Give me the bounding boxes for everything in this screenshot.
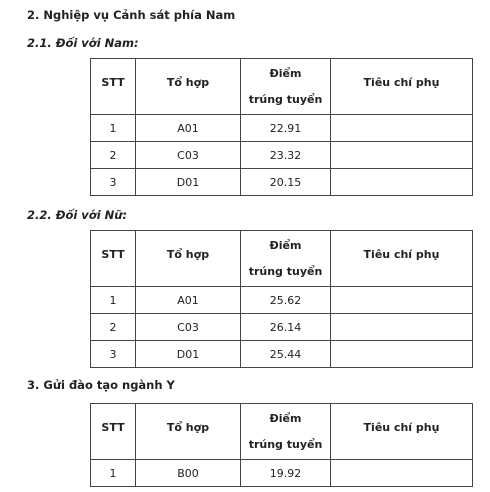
table-row <box>91 341 473 368</box>
subheading-male: 2.1. Đối với Nam: <box>27 36 139 50</box>
cell-combo: A01 <box>136 115 241 142</box>
cell-stt: 1 <box>91 460 136 487</box>
cell-combo: C03 <box>136 314 241 341</box>
table-row <box>91 460 473 487</box>
cell-stt: 1 <box>91 115 136 142</box>
section-heading-police-south: 2. Nghiệp vụ Cảnh sát phía Nam <box>27 8 236 22</box>
cell-stt: 3 <box>91 341 136 368</box>
header-extra: Tiêu chí phụ <box>331 59 473 115</box>
header-score: Điểm trúng tuyển <box>241 404 331 460</box>
table-row <box>91 287 473 314</box>
cell-combo: D01 <box>136 169 241 196</box>
header-score: Điểm trúng tuyển <box>241 59 331 115</box>
cell-stt: 3 <box>91 169 136 196</box>
score-table-male <box>90 58 473 196</box>
cell-extra <box>331 115 473 142</box>
cell-score: 26.14 <box>241 314 331 341</box>
cell-extra <box>331 287 473 314</box>
cell-combo: C03 <box>136 142 241 169</box>
table-row <box>91 314 473 341</box>
header-extra: Tiêu chí phụ <box>331 404 473 460</box>
table-row <box>91 169 473 196</box>
cell-extra <box>331 341 473 368</box>
header-extra: Tiêu chí phụ <box>331 231 473 287</box>
score-table-female <box>90 230 473 368</box>
header-stt: STT <box>91 59 136 115</box>
cell-combo: A01 <box>136 287 241 314</box>
header-score: Điểm trúng tuyển <box>241 231 331 287</box>
table-header-row <box>91 231 473 287</box>
cell-extra <box>331 142 473 169</box>
header-combo: Tổ hợp <box>136 59 241 115</box>
cell-stt: 2 <box>91 314 136 341</box>
cell-score: 22.91 <box>241 115 331 142</box>
cell-combo: D01 <box>136 341 241 368</box>
cell-score: 19.92 <box>241 460 331 487</box>
header-stt: STT <box>91 404 136 460</box>
cell-extra <box>331 460 473 487</box>
section-heading-medical: 3. Gửi đào tạo ngành Y <box>27 378 175 392</box>
header-combo: Tổ hợp <box>136 231 241 287</box>
cell-combo: B00 <box>136 460 241 487</box>
cell-score: 23.32 <box>241 142 331 169</box>
cell-score: 25.44 <box>241 341 331 368</box>
table-row <box>91 142 473 169</box>
cell-extra <box>331 314 473 341</box>
subheading-female: 2.2. Đối với Nữ: <box>27 208 128 222</box>
header-combo: Tổ hợp <box>136 404 241 460</box>
cell-stt: 2 <box>91 142 136 169</box>
cell-extra <box>331 169 473 196</box>
table-header-row <box>91 404 473 460</box>
cell-score: 25.62 <box>241 287 331 314</box>
cell-score: 20.15 <box>241 169 331 196</box>
table-header-row <box>91 59 473 115</box>
cell-stt: 1 <box>91 287 136 314</box>
score-table-medical <box>90 403 473 487</box>
header-stt: STT <box>91 231 136 287</box>
table-row <box>91 115 473 142</box>
